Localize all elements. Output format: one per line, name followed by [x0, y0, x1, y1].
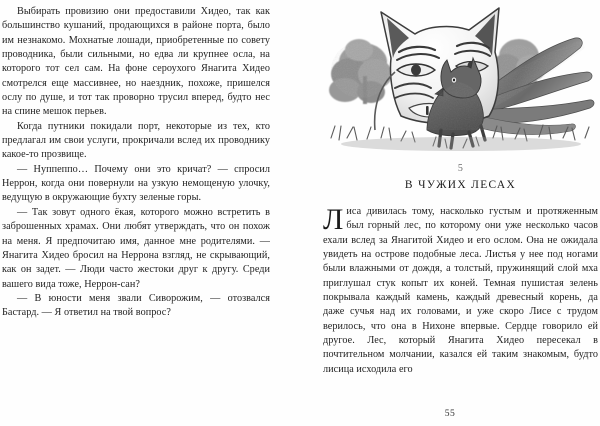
page-number: 55: [444, 408, 456, 419]
chapter-title: В ЧУЖИХ ЛЕСАХ: [404, 179, 517, 191]
chapter-illustration: [323, 4, 598, 156]
fox-mask-illustration-svg: [323, 4, 598, 156]
paragraph: — Так зовут одного ёкая, которого можно встретить в заброшенных храмах. Они любят утверждать, что он похож на меня. Я предпочитаю имя, данное мне родителями. — Янагита Хидео бросил на Неррона взгляд, не скрывающий, как он задет. — Люди часто жестоки друг к другу. Среди вашего вида тоже, Неррон-сан?: [2, 206, 270, 290]
paragraph: Когда путники покидали порт, некоторые из тех, кто предлагал им свои услуги, прокричали вслед их проводнику какое-то прозвище.: [2, 120, 270, 161]
first-paragraph-text: иса дивилась тому, насколько густым и протяженным был горный лес, по которому они уже несколько часов ехали вслед за Янагитой Хидео и его ослом. Она не ожидала увидеть на острове подобные леса. Листья у нее под ногами были влажными от дождя, а толстый, пружинящий слой мха приглушал стук копыт их коней. Темная пушистая зелень покрывала каждый камень, каждый древесный корень, да даже сучья над их головами, и уже скоро Лисе с трудом верилось, что она в Нихоне впервые. Сердце говорило ей другое. Лес, который Янагита Хидео пересекал в почтительном молчании, казался ей таким знакомым, будто лисица исходила его: [323, 206, 598, 375]
left-page-body: [2, 5, 270, 321]
first-paragraph: [323, 205, 598, 377]
chapter-heading: [323, 162, 598, 193]
paragraph: — В юности меня звали Сиворожим, — отозвался Бастард. — Я ответил на твой вопрос?: [2, 292, 270, 319]
paragraph: Выбирать провизию они предоставили Хидео, так как большинство кушаний, продающихся в районе порта, было им незнакомо. Мохнатые лошади, приобретенные по совету проводника, были сильными, но едва ли крупнее осла, на которого тот сел сам. На фоне сероухого Янагита Хидео смотрелся еще массивнее, но наездник, похоже, пришелся ослу по душе, и тот так проворно трусил вперед, будто нес на спине мешок перьев.: [2, 6, 270, 118]
drop-cap: Л: [323, 203, 344, 236]
chapter-number: 5: [457, 163, 464, 174]
right-page: [300, 0, 600, 426]
ground-shadow: [341, 137, 581, 151]
paragraph: — Нуппеппо… Почему они это кричат? — спросил Неррон, когда они повернули на узкую немощеную улочку, ведущую в окружающие бухту зеленые горы.: [2, 163, 270, 204]
right-page-body: [323, 205, 598, 377]
